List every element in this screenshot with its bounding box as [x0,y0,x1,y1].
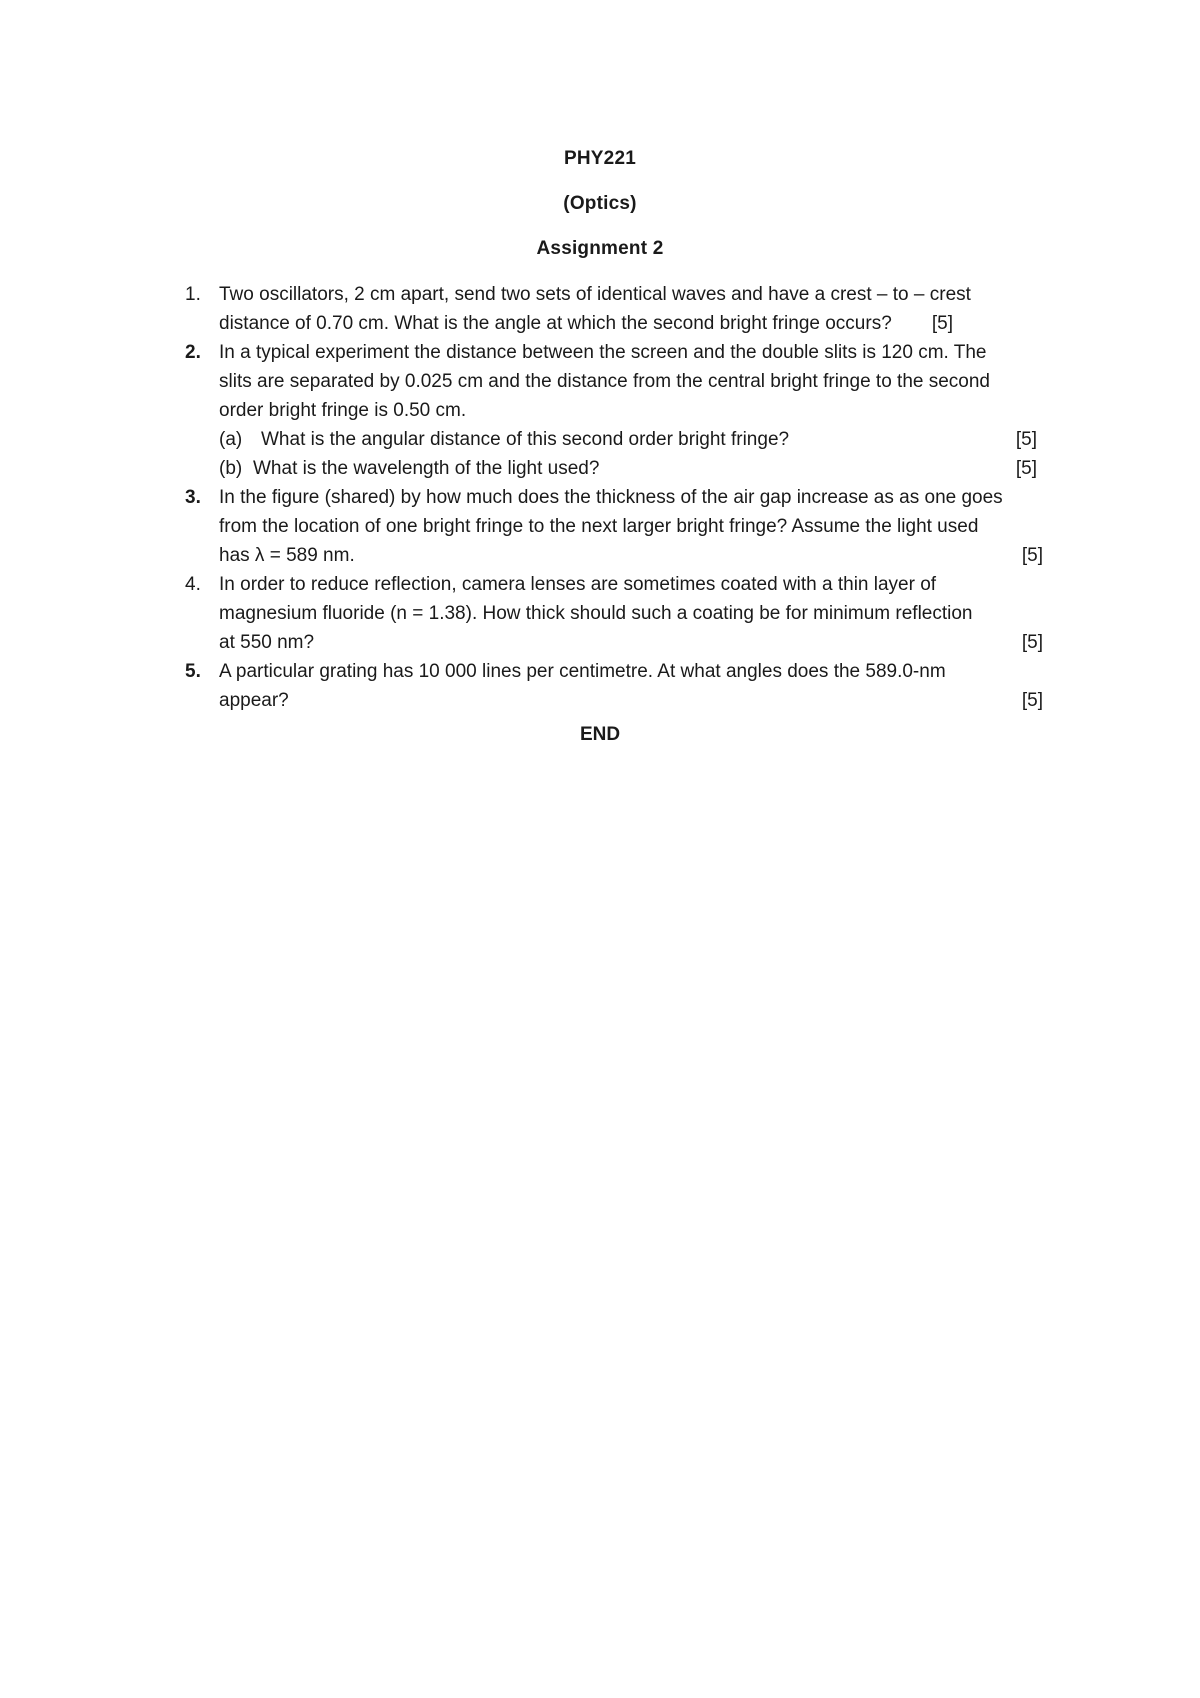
question-line: from the location of one bright fringe to the next larger bright fringe? Assume the light used [219,516,979,537]
mark-badge: [5] [931,313,953,334]
question-line: order bright fringe is 0.50 cm. [219,400,467,421]
question-number: 1. [185,284,201,305]
question-line-with-mark [219,309,1065,338]
question-line: In a typical experiment the distance between the screen and the double slits is 120 cm. The [219,342,987,363]
question-number: 2. [185,342,201,363]
mark-badge: [5] [1015,429,1037,450]
question-list [185,280,1065,715]
subpart-label: (a) [219,429,243,450]
mark-badge: [5] [1021,632,1043,653]
question-line: A particular grating has 10 000 lines per centimetre. At what angles does the 589.0-nm [219,661,946,682]
question-line: Two oscillators, 2 cm apart, send two sets of identical waves and have a crest – to – crest [219,284,971,305]
mark-badge: [5] [1021,545,1043,566]
question-4 [185,570,1065,657]
subpart-text: What is the wavelength of the light used? [253,458,600,479]
question-line: distance of 0.70 cm. What is the angle at which the second bright fringe occurs? [219,313,892,334]
question-2 [185,338,1065,483]
question-3 [185,483,1065,570]
question-line: at 550 nm? [219,632,315,653]
subpart-b [219,454,1065,483]
course-subject: (Optics) [563,193,637,214]
question-number: 5. [185,661,201,682]
assignment-title: Assignment 2 [536,238,664,259]
question-line: In the figure (shared) by how much does the thickness of the air gap increase as as one goes [219,487,1003,508]
question-line-with-mark [219,686,1065,715]
subpart-label: (b) [219,458,243,479]
question-5 [185,657,1065,715]
question-line: has λ = 589 nm. [219,545,355,566]
mark-badge: [5] [1015,458,1037,479]
question-1 [185,280,1065,338]
question-line-with-mark [219,628,1065,657]
question-number: 3. [185,487,201,508]
mark-badge: [5] [1021,690,1043,711]
question-line: magnesium fluoride (n = 1.38). How thick should such a coating be for minimum reflection [219,603,973,624]
subpart-text: What is the angular distance of this second order bright fringe? [261,429,790,450]
end-marker: END [579,724,621,745]
question-line-with-mark [219,541,1065,570]
question-line: slits are separated by 0.025 cm and the distance from the central bright fringe to the second [219,371,990,392]
question-number: 4. [185,574,201,595]
course-code: PHY221 [564,148,636,169]
subpart-a [219,425,1065,454]
question-line: In order to reduce reflection, camera lenses are sometimes coated with a thin layer of [219,574,937,595]
question-line: appear? [219,690,289,711]
